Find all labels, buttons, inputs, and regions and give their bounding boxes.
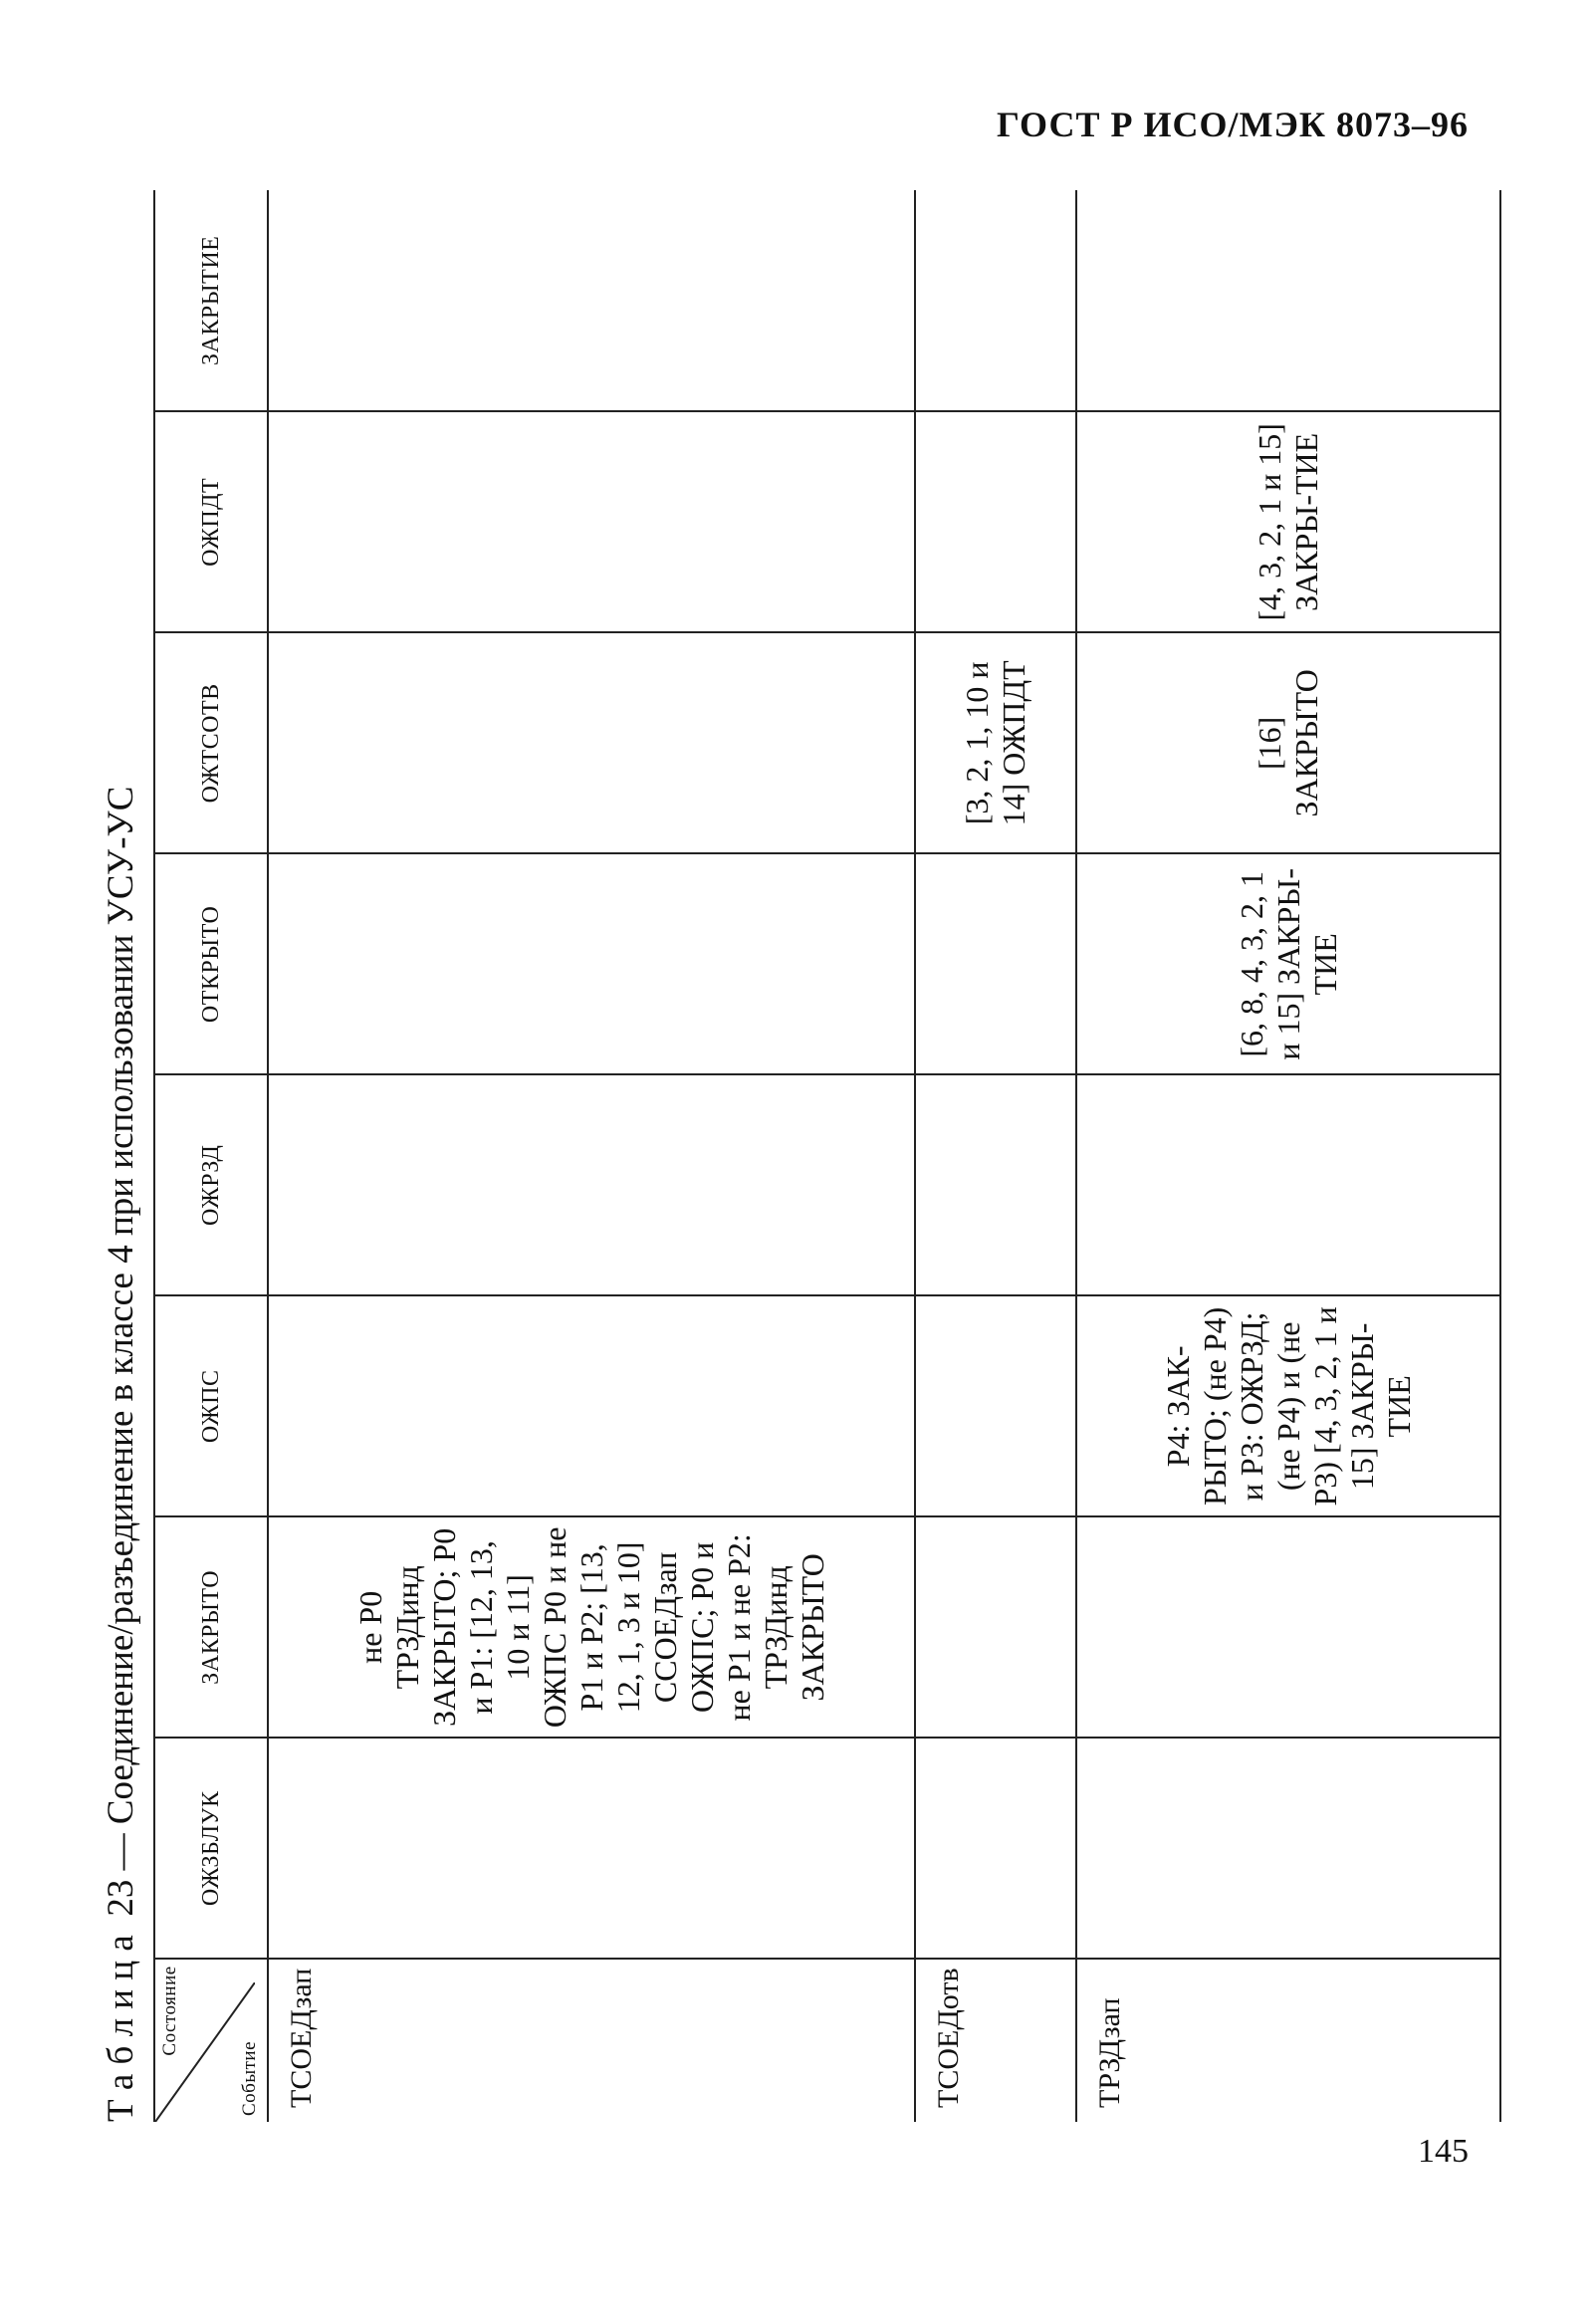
table-cell: [1076, 1074, 1500, 1295]
table-cell: [268, 190, 915, 411]
corner-cell: [154, 1959, 268, 2122]
table-cell: [1076, 1516, 1500, 1738]
rotated-table-block: [92, 190, 1476, 2122]
page-number: 145: [1418, 2133, 1469, 2170]
state-transition-table: [153, 190, 1501, 2122]
column-header: ОЖРЗД: [154, 1074, 268, 1295]
table-cell: [268, 1738, 915, 1959]
table-cell: [1076, 190, 1500, 411]
event-cell: ТРЗДзап: [1076, 1959, 1500, 2122]
caption-prefix: Т а б л и ц а: [101, 1935, 141, 2122]
column-header: ЗАКРЫТО: [154, 1516, 268, 1738]
column-header: ОЖПС: [154, 1295, 268, 1516]
corner-event-label: Событие: [239, 2040, 260, 2116]
table-cell: [268, 632, 915, 853]
table-cell: [268, 1074, 915, 1295]
event-cell: ТСОЕДотв: [915, 1959, 1076, 2122]
table-cell: [915, 1516, 1076, 1738]
table-cell: Р4: ЗАК-РЫТО; (не Р4) и Р3: ОЖРЗД; (не Р4) и (не Р3) [4, 3, 2, 1 и 15] ЗАКРЫ-ТИЕ: [1076, 1295, 1500, 1516]
table-cell: [268, 853, 915, 1074]
column-header: ОЖТСОТВ: [154, 632, 268, 853]
standard-code: ГОСТ Р ИСО/МЭК 8073–96: [997, 105, 1469, 144]
table-cell: [3, 2, 1, 10 и 14] ОЖПДТ: [915, 632, 1076, 853]
table-cell: [268, 1295, 915, 1516]
table-cell: [915, 1738, 1076, 1959]
table-cell: [915, 190, 1076, 411]
table-cell: [4, 3, 2, 1 и 15] ЗАКРЫ-ТИЕ: [1076, 411, 1500, 632]
table-cell: [6, 8, 4, 3, 2, 1 и 15] ЗАКРЫ-ТИЕ: [1076, 853, 1500, 1074]
table-cell: [915, 1074, 1076, 1295]
table-cell: [915, 411, 1076, 632]
table-cell: [915, 853, 1076, 1074]
table-row: [1076, 190, 1500, 2122]
event-cell: ТСОЕДзап: [268, 1959, 915, 2122]
column-header: ОТКРЫТО: [154, 853, 268, 1074]
column-header: ЗАКРЫТИЕ: [154, 190, 268, 411]
caption-text: 23 — Соединение/разъединение в классе 4 при использовании УСУ-УС: [101, 786, 141, 1917]
table-cell: не Р0 ТРЗДинд ЗАКРЫТО; Р0 и Р1: [12, 13, 10 и 11] ОЖПС Р0 и не Р1 и Р2; [13, 12, 1, 3 и 10] ССОЕДзап ОЖПС; Р0 и не Р1 и не Р2: ТРЗДинд ЗАКРЫТО: [268, 1516, 915, 1738]
header-row: [154, 190, 268, 2122]
column-header: ОЖЗБЛУК: [154, 1738, 268, 1959]
corner-state-label: Состояние: [159, 1966, 180, 2056]
table-row: [915, 190, 1076, 2122]
table-row: [268, 190, 915, 2122]
table-cell: [16] ЗАКРЫТО: [1076, 632, 1500, 853]
table-cell: [1076, 1738, 1500, 1959]
table-cell: [268, 411, 915, 632]
table-cell: [915, 1295, 1076, 1516]
column-header: ОЖПДТ: [154, 411, 268, 632]
table-caption: [92, 190, 151, 2122]
